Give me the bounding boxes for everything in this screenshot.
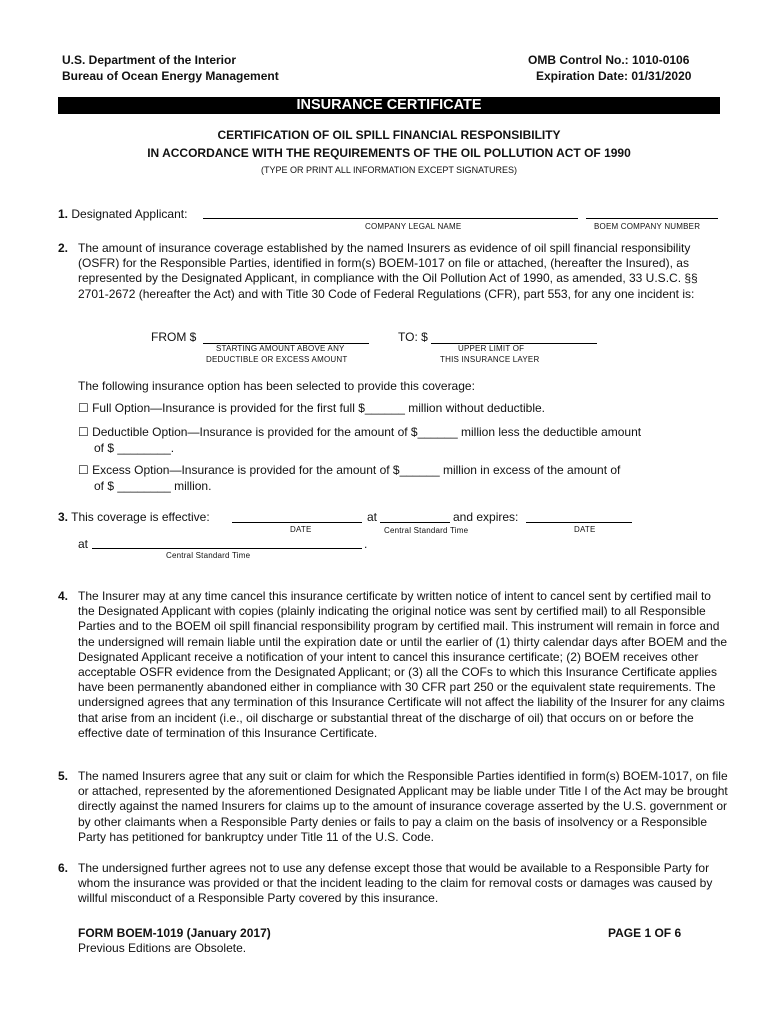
deductible-amount: of $ ________.: [94, 441, 175, 455]
page-number: PAGE 1 OF 6: [608, 926, 682, 940]
expiration-label: Expiration Date:: [536, 69, 629, 83]
effective-time-field[interactable]: [380, 522, 450, 523]
deductible-option[interactable]: ☐ Deductible Option—Insurance is provided for the amount of $______ million less the deductible amount: [78, 425, 642, 439]
item3-number: 3.: [58, 510, 69, 524]
date-caption: DATE: [290, 525, 312, 534]
from-caption-1: STARTING AMOUNT ABOVE ANY: [216, 344, 345, 353]
item5-number: 5.: [58, 769, 69, 783]
expiration-time-field[interactable]: [92, 548, 362, 549]
item6-number: 6.: [58, 861, 69, 875]
from-caption-2: DEDUCTIBLE OR EXCESS AMOUNT: [206, 355, 348, 364]
to-label: TO: $: [398, 330, 428, 344]
to-caption-2: THIS INSURANCE LAYER: [440, 355, 540, 364]
effective-date-field[interactable]: [232, 522, 362, 523]
item3-line: [58, 510, 210, 526]
subtitle-certification: CERTIFICATION OF OIL SPILL FINANCIAL RESPONSIBILITY: [217, 128, 561, 142]
page-title: INSURANCE CERTIFICATE: [296, 97, 482, 113]
department-name: U.S. Department of the Interior: [62, 53, 237, 67]
item1-number: 1.: [58, 207, 69, 221]
omb-label: OMB Control No.:: [528, 53, 629, 67]
from-label: FROM $: [151, 330, 197, 344]
item4-text: The Insurer may at any time cancel this insurance certificate by written notice of intent to cancel sent by certified mail to the Designated Applicant with copies (plainly indicating the original notice was sent by certified mail) to all Responsible Parties and to the BOEM oil spill financial responsibility program by certified mail. This instrument will remain in force and the undersigned will remain liable until the expiration date or until the earlier of (1) thirty calendar days after BOEM and the Designated Applicant receive a notification of your intent to cancel this insurance certificate; (2) BOEM receives other acceptable OSFR evidence from the Designated Applicant; or (3) all the COFs to which this Insurance Certificate applies have been permanently abandoned either in compliance with 30 CFR part 250 or the equivalent state requirements. The undersigned agrees that any termination of this Insurance Certificate will not affect the liability of the Insurer for any claims that arise from an incident (i.e., oil discharge or substantial threat of the discharge of oil) that occurs on or before the effective date of termination of this Insurance Certificate.: [78, 589, 728, 740]
expiration-date-field[interactable]: [526, 522, 632, 523]
item2-text: The amount of insurance coverage established by the named Insurers as evidence of oil spill financial responsibility (OSFR) for the Responsible Parties, identified in form(s) BOEM-1017 on file or attached, (hereafter the Insured), as represented by the Designated Applicant, in compliance with the Oil Pollution Act of 1990, as amended, 33 U.S.C. §§ 2701-2672 (hereafter the Act) and with Title 30 Code of Federal Regulations (CFR), part 553, for any one incident is:: [78, 241, 698, 301]
item3-at: at: [367, 510, 378, 524]
date-caption-2: DATE: [574, 525, 596, 534]
item4-number: 4.: [58, 589, 69, 603]
company-number-field[interactable]: [586, 218, 718, 219]
cst-caption-2: Central Standard Time: [166, 551, 251, 560]
option-intro: The following insurance option has been selected to provide this coverage:: [78, 379, 475, 393]
item6-text: The undersigned further agrees not to use any defense except those that would be available to a Responsible Party for whom the insurance was provided or that the incident leading to the claim for removal costs or damages was caused by willful misconduct of a Responsible Party covered by this insurance.: [78, 861, 713, 906]
company-name-caption: COMPANY LEGAL NAME: [365, 222, 462, 231]
previous-editions: Previous Editions are Obsolete.: [78, 941, 247, 955]
full-option[interactable]: ☐ Full Option—Insurance is provided for the first full $______ million without deductible.: [78, 401, 545, 415]
item1: [58, 207, 187, 223]
expiration-value: 01/31/2020: [631, 69, 692, 83]
item1-label: Designated Applicant:: [71, 207, 188, 221]
cst-caption: Central Standard Time: [384, 526, 469, 535]
item3-label: This coverage is effective:: [71, 510, 210, 524]
item3-expires: and expires:: [453, 510, 519, 524]
omb-control: [528, 52, 689, 68]
item2-number: 2.: [58, 241, 69, 255]
item3-period: .: [364, 537, 368, 551]
excess-option[interactable]: ☐ Excess Option—Insurance is provided for the amount of $______ million in excess of the amount of: [78, 463, 621, 477]
excess-amount: of $ ________ million.: [94, 479, 212, 493]
to-caption-1: UPPER LIMIT OF: [458, 344, 525, 353]
company-number-caption: BOEM COMPANY NUMBER: [594, 222, 701, 231]
company-name-field[interactable]: [203, 218, 578, 219]
item5-text: The named Insurers agree that any suit or claim for which the Responsible Parties identified in form(s) BOEM-1017, on file or attached, represented by the aforementioned Designated Applicant may be liable under Title I of the Act may be brought directly against the named Insurers for claims up to the amount of insurance coverage asserted by the U.S. government or by other claimants when a Responsible Party denies or fails to pay a claim on the basis of insolvency or a Responsible Party has petitioned for bankruptcy under Title 11 of the U.S. Code.: [78, 769, 728, 844]
item3-at-2: at: [78, 537, 89, 551]
subtitle-requirements: IN ACCORDANCE WITH THE REQUIREMENTS OF THE OIL POLLUTION ACT OF 1990: [147, 146, 631, 160]
expiration: [536, 68, 691, 84]
instructions-note: (TYPE OR PRINT ALL INFORMATION EXCEPT SIGNATURES): [260, 165, 518, 175]
form-number: FORM BOEM-1019 (January 2017): [78, 926, 271, 940]
omb-value: 1010-0106: [632, 53, 690, 67]
bureau-name: Bureau of Ocean Energy Management: [62, 69, 279, 83]
